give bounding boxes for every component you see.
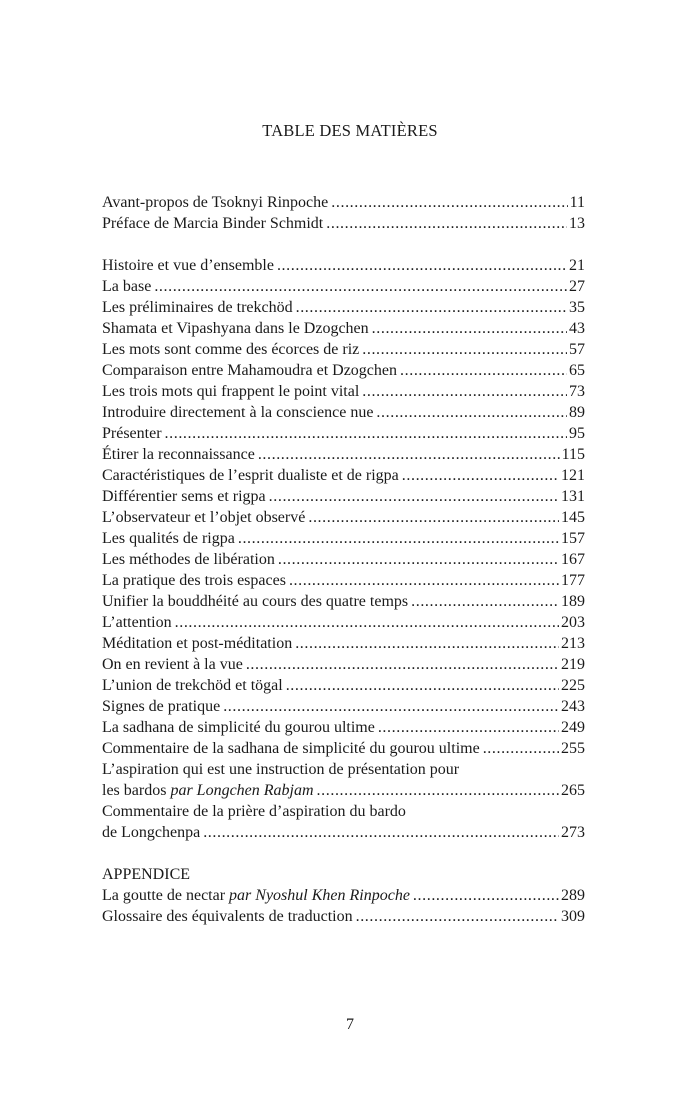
dot-leader	[326, 213, 567, 234]
toc-entry-page: 219	[561, 656, 585, 673]
toc-entry-title-line2: de Longchenpa	[102, 824, 201, 841]
toc-entry[interactable]	[102, 339, 585, 360]
toc-entry-title: Les méthodes de libération	[102, 551, 275, 568]
dot-leader	[483, 738, 559, 759]
toc-entry-page: 65	[569, 362, 585, 379]
dot-leader	[154, 276, 567, 297]
toc-entry-page: 121	[561, 467, 585, 484]
toc-entry-title-prefix: les bardos	[102, 782, 171, 799]
toc-entry-title: Les qualités de rigpa	[102, 530, 235, 547]
toc-entry-page: 11	[569, 194, 585, 211]
toc-entry-page: 115	[561, 446, 585, 463]
toc-entry-page: 225	[561, 677, 585, 694]
toc-entry-page: 131	[561, 488, 585, 505]
dot-leader	[413, 885, 559, 906]
toc-entry[interactable]	[102, 276, 585, 297]
toc-entry[interactable]	[102, 738, 585, 759]
dot-leader	[378, 717, 559, 738]
toc-entry-page: 265	[561, 782, 585, 799]
toc-entry-page: 21	[569, 257, 585, 274]
toc-entry[interactable]	[102, 612, 585, 633]
dot-leader	[277, 255, 567, 276]
toc-entry-page: 95	[569, 425, 585, 442]
toc-entry-page: 213	[561, 635, 585, 652]
dot-leader	[278, 549, 559, 570]
toc-entry[interactable]	[102, 192, 585, 213]
dot-leader	[286, 675, 559, 696]
dot-leader	[296, 297, 567, 318]
toc-entry-page: 289	[561, 887, 585, 904]
dot-leader	[238, 528, 559, 549]
dot-leader	[402, 465, 559, 486]
toc-entry-title: Étirer la reconnaissance	[102, 446, 255, 463]
toc-entry-page: 203	[561, 614, 585, 631]
toc-entry[interactable]	[102, 906, 585, 927]
toc-entry[interactable]	[102, 297, 585, 318]
toc-entry-title-line2	[102, 780, 314, 801]
toc-entry-title: La base	[102, 278, 152, 295]
toc-entry-title: Différentier sems et rigpa	[102, 488, 266, 505]
toc-entry[interactable]	[102, 402, 585, 423]
toc-entry-title: Glossaire des équivalents de traduction	[102, 908, 353, 925]
dot-leader	[289, 570, 559, 591]
toc-entry-author: par Nyoshul Khen Rinpoche	[229, 887, 410, 904]
toc-entry[interactable]	[102, 507, 585, 528]
toc-entry-page: 177	[561, 572, 585, 589]
toc-entry[interactable]	[102, 717, 585, 738]
dot-leader	[376, 402, 567, 423]
toc-entry-title: L’observateur et l’objet observé	[102, 509, 306, 526]
toc-entry[interactable]	[102, 654, 585, 675]
toc-entry[interactable]	[102, 633, 585, 654]
dot-leader	[269, 486, 559, 507]
page-title: TABLE DES MATIÈRES	[262, 121, 438, 140]
toc-entry-title: Comparaison entre Mahamoudra et Dzogchen	[102, 362, 398, 379]
toc-entry-title: La pratique des trois espaces	[102, 572, 286, 589]
toc-entry-title: Caractéristiques de l’esprit dualiste et de rigpa	[102, 467, 399, 484]
toc-entry-title-line1: L’aspiration qui est une instruction de présentation pour	[102, 761, 460, 778]
toc-entry-commentary-bardo[interactable]	[102, 801, 585, 843]
toc-entry-title: On en revient à la vue	[102, 656, 243, 673]
toc-entry-title: Les mots sont comme des écorces de riz	[102, 341, 360, 358]
toc-entry-page: 43	[569, 320, 585, 337]
dot-leader	[317, 780, 559, 801]
toc-entry-title: Introduire directement à la conscience nue	[102, 404, 374, 421]
toc-entry[interactable]	[102, 675, 585, 696]
dot-leader	[258, 444, 560, 465]
dot-leader	[295, 633, 559, 654]
toc-entry[interactable]	[102, 213, 585, 234]
toc-entry-title: Les trois mots qui frappent le point vital	[102, 383, 360, 400]
toc-entry[interactable]	[102, 360, 585, 381]
toc-entry-title: Unifier la bouddhéité au cours des quatre temps	[102, 593, 409, 610]
toc-entry[interactable]	[102, 255, 585, 276]
toc-entry-page: 35	[569, 299, 585, 316]
dot-leader	[372, 318, 567, 339]
toc-entry-page: 73	[569, 383, 585, 400]
toc-entry-title: Commentaire de la sadhana de simplicité du gourou ultime	[102, 740, 480, 757]
toc-entry-title: Signes de pratique	[102, 698, 221, 715]
dot-leader	[331, 192, 567, 213]
dot-leader	[362, 339, 567, 360]
toc-entry[interactable]	[102, 318, 585, 339]
toc-entry-title: Histoire et vue d’ensemble	[102, 257, 274, 274]
toc-entry-page: 273	[561, 824, 585, 841]
toc-entry[interactable]	[102, 486, 585, 507]
toc-entry-title: L’attention	[102, 614, 172, 631]
toc-entry-title: Préface de Marcia Binder Schmidt	[102, 215, 324, 232]
toc-entry-page: 157	[561, 530, 585, 547]
chapter-list	[102, 255, 585, 759]
dot-leader	[246, 654, 559, 675]
toc-entry-page: 189	[561, 593, 585, 610]
front-matter-group	[102, 192, 585, 234]
dot-leader	[411, 591, 559, 612]
dot-leader	[356, 906, 559, 927]
toc-entry-author: par Longchen Rabjam	[170, 782, 314, 799]
table-of-contents	[102, 192, 585, 927]
dot-leader	[362, 381, 567, 402]
dot-leader	[308, 507, 559, 528]
appendix-group	[102, 864, 585, 927]
toc-entry[interactable]	[102, 570, 585, 591]
toc-entry-title	[102, 885, 410, 906]
toc-entry-page: 145	[561, 509, 585, 526]
dot-leader	[175, 612, 559, 633]
toc-entry-page: 249	[561, 719, 585, 736]
toc-entry-aspiration[interactable]	[102, 759, 585, 801]
dot-leader	[223, 696, 559, 717]
appendix-heading: APPENDICE	[102, 866, 191, 883]
toc-entry[interactable]	[102, 885, 585, 906]
toc-entry-title: Méditation et post-méditation	[102, 635, 293, 652]
dot-leader	[165, 423, 567, 444]
toc-entry-title: Shamata et Vipashyana dans le Dzogchen	[102, 320, 369, 337]
toc-entry-page: 243	[561, 698, 585, 715]
toc-entry-page: 309	[561, 908, 585, 925]
chapters-group	[102, 255, 585, 843]
page-number: 7	[346, 1016, 354, 1033]
toc-entry[interactable]	[102, 381, 585, 402]
toc-entry[interactable]	[102, 549, 585, 570]
toc-entry-page: 27	[569, 278, 585, 295]
toc-entry-title-prefix: La goutte de nectar	[102, 887, 230, 904]
toc-entry-title: La sadhana de simplicité du gourou ultime	[102, 719, 375, 736]
toc-entry-page: 167	[561, 551, 585, 568]
toc-entry[interactable]	[102, 444, 585, 465]
toc-entry[interactable]	[102, 465, 585, 486]
toc-entry-title: L’union de trekchöd et tögal	[102, 677, 283, 694]
toc-entry[interactable]	[102, 528, 585, 549]
dot-leader	[400, 360, 567, 381]
toc-entry-title-line1: Commentaire de la prière d’aspiration du bardo	[102, 803, 406, 820]
toc-entry-page: 13	[569, 215, 585, 232]
dot-leader	[203, 822, 559, 843]
toc-entry-title: Présenter	[102, 425, 162, 442]
toc-entry[interactable]	[102, 423, 585, 444]
toc-entry-title: Les préliminaires de trekchöd	[102, 299, 293, 316]
toc-entry[interactable]	[102, 591, 585, 612]
toc-entry-page: 255	[561, 740, 585, 757]
toc-entry[interactable]	[102, 696, 585, 717]
toc-entry-title: Avant-propos de Tsoknyi Rinpoche	[102, 194, 329, 211]
toc-entry-page: 89	[569, 404, 585, 421]
toc-entry-page: 57	[569, 341, 585, 358]
